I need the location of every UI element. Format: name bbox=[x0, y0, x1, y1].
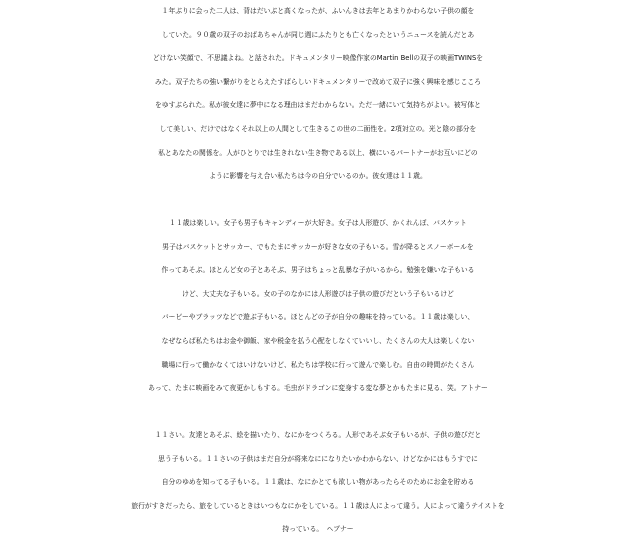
text-line: して美しい、だけではなくそれ以上の人間として生きるこの世の二面性を。2項対立の。光と陰の部分を bbox=[159, 124, 477, 133]
text-line: 男子はバスケットとサッカー、でもたまにサッカーが好きな女の子もいる。雪が降るとスノーボールを bbox=[162, 242, 474, 251]
text-line: 自分のゆめを知ってる子もいる。１１歳は、なにかとても欲しい物があったらそのためにお金を貯める bbox=[161, 478, 475, 487]
text-line: みた。双子たちの強い繋がりをとらえたすばらしいドキュメンタリーで改めて双子に強く興味を感じこころ bbox=[155, 77, 481, 86]
text-line: 私とあなたの関係を。人がひとりでは生きれない生き物である以上、横にいるパートナーがお互いにどの bbox=[158, 148, 478, 157]
text-line: なぜならば私たちはお金や御飯、家や税金を払う心配をしなくていいし、たくさんの大人は楽しくない bbox=[161, 336, 475, 345]
text-line: 職場に行って働かなくてはいけないけど、私たちは学校に行って遊んで楽しむ。自由の時間がたくさん bbox=[161, 360, 475, 369]
text-line: 作ってあそぶ。ほとんど女の子とあそぶ、男子はちょっと乱暴な子がいるから。勉強を嫌いな子もいる bbox=[161, 266, 475, 275]
text-line: １１歳は楽しい。女子も男子もキャンディーが大好き。女子は人形遊び、かくれんぼ、バスケット bbox=[169, 219, 467, 227]
text-line: 旅行がすきだったら、旅をしているときはいつもなにかをしている。１１歳は人によって違う。人によって違うテイストを bbox=[131, 501, 505, 510]
text-line: けど、大丈夫な子もいる。女の子のなかには人形遊びは子供の遊びだという子もいるけど bbox=[182, 289, 454, 298]
paragraph-atner bbox=[0, 212, 636, 401]
paragraph-intro bbox=[0, 0, 636, 189]
text-line: していた。９０歳の双子のおばあちゃんが同じ週にふたりとも亡くなったというニュースを読んだとあ bbox=[161, 30, 475, 39]
text-line: あって、たまに映画をみて夜更かしもする。毛虫がドラゴンに変身する変な夢とかもたまに見る、笑。アトナー bbox=[148, 384, 488, 393]
text-line: をゆすぶられた。私が彼女達に夢中になる理由はまだわからない。ただ一緒にいて気持ちがよい。被写体と bbox=[155, 101, 481, 110]
text-line: １１さい。友達とあそぶ、絵を描いたり、なにかをつくろる。人形であそぶ女子もいるが、子供の遊びだと bbox=[154, 431, 482, 439]
text-line: バービーやブラッツなどで遊ぶ子もいる。ほとんどの子が自分の趣味を持っている。１１歳は楽しい、 bbox=[161, 313, 475, 322]
text-line: 思う子もいる。１１さいの子供はまだ自分が将来なにになりたいかわからない、けどなかにはもうすでに bbox=[158, 454, 478, 463]
text-line: ように影響を与え合い私たちは今の自分でいるのか。彼女達は１１歳。 bbox=[209, 172, 427, 181]
text-line: 持っている。 ヘブナー bbox=[282, 525, 354, 534]
paragraph-hepner bbox=[0, 424, 636, 542]
text-line: １年ぶりに会った二人は、背はだいぶと高くなったが、ふいんきは去年とあまりかわらない子供の顔を bbox=[161, 7, 475, 15]
text-line: どけない笑顔で、不思議よね。と話された。ドキュメンタリー映像作家のMartin Bellの双子の映画TWINSを bbox=[152, 54, 484, 63]
